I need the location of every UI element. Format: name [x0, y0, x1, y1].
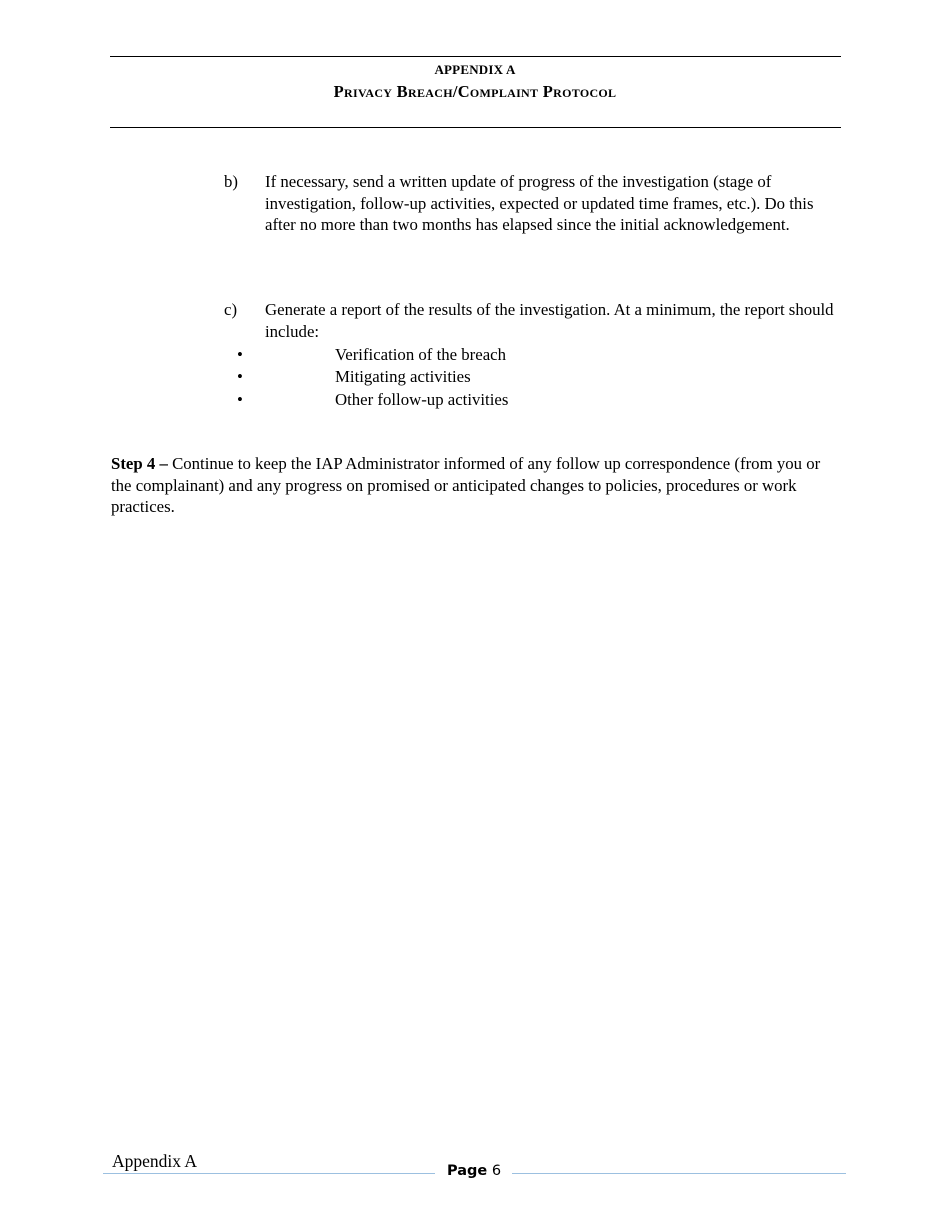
list-item-b	[224, 171, 844, 261]
appendix-label: APPENDIX A	[434, 62, 516, 77]
header-top-rule	[110, 56, 841, 57]
step-4-paragraph	[111, 453, 836, 518]
bullet-icon: •	[237, 390, 243, 409]
bullet-icon: •	[237, 367, 243, 386]
list-item-marker: b)	[224, 172, 238, 191]
footer-appendix-label: Appendix A	[112, 1151, 198, 1171]
footer-right-rule	[512, 1173, 846, 1174]
list-item-text: If necessary, send a written update of progress of the investigation (stage of investigation, follow-up activities, expected or updated time frames, etc.). Do this after no more than two months has elapsed since the initial acknowledgement.	[265, 172, 814, 234]
bullet-icon: •	[237, 345, 243, 364]
step-4-text: Continue to keep the IAP Administrator informed of any follow up correspondence (from you or the complainant) and any progress on promised or anticipated changes to policies, procedures or work practices.	[111, 454, 821, 516]
list-item-marker: c)	[224, 300, 238, 319]
header-bottom-rule	[110, 127, 841, 128]
list-item-c	[224, 299, 844, 345]
step-4-label: Step 4 –	[111, 454, 168, 473]
page-number-value: 6	[491, 1163, 502, 1179]
bullet-text: Verification of the breach	[335, 345, 506, 364]
bullet-text: Other follow-up activities	[335, 390, 509, 409]
page-number	[436, 1163, 512, 1179]
page-label: Page	[446, 1163, 488, 1179]
page-title: Privacy Breach/Complaint Protocol	[333, 82, 617, 101]
footer-left-rule	[103, 1173, 435, 1174]
list-item-text: Generate a report of the results of the investigation. At a minimum, the report should include:	[265, 300, 834, 341]
bullet-text: Mitigating activities	[335, 367, 471, 386]
